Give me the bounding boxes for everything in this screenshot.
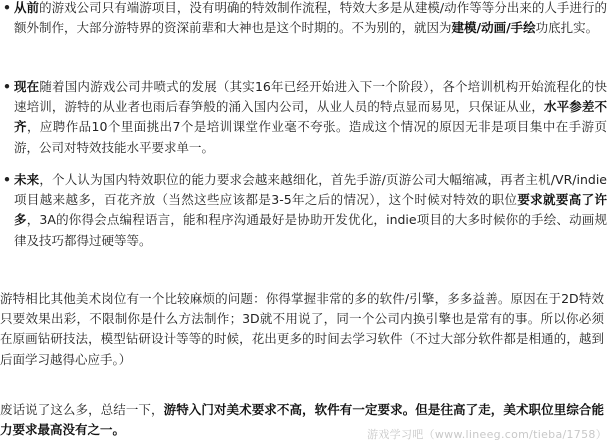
- list-item-text: [14, 77, 607, 158]
- emphasis-text: 游特入门对美术要求不高，软件有一定要求。但是往高了走，美术职位里综合能力要求最高没有之一。: [0, 402, 604, 438]
- emphasis-text: 未来: [14, 172, 40, 187]
- list-item-text: [14, 170, 607, 251]
- body-text: 废话说了这么多，总结一下，: [0, 402, 164, 417]
- paragraph-software: 游特相比其他美术岗位有一个比较麻烦的问题：你得掌握非常的多的软件/引擎，多多益善。原因在于2D特效只要效果出彩，不限制你是什么方法制作；3D就不用说了，同一个公司内换引擎也是常有的事。所以你必须在原画钻研技法，模型钻研设计等等的时候，花出更多的时间去学习软件（不过大部分软件都是相通的，越到后面学习越得心应手。）: [0, 291, 604, 367]
- body-text: 随着国内游戏公司井喷式的发展（其实16年已经开始进入下一个阶段），各个培训机构开始流程化的快速培训，游特的从业者也雨后春笋般的涌入国内公司，从业人员的特点显而易见，只保证从业，: [14, 79, 607, 115]
- watermark: 游戏学习吧（www.lineeg.com/tieba/1758）: [367, 428, 607, 441]
- emphasis-text: 水平参差不齐: [14, 99, 607, 135]
- bullet-dot: •: [3, 79, 11, 94]
- body-text: 的游戏公司只有端游项目，没有明确的特效制作流程，特效大多是从建模/动作等等分出来的人手进行的额外制作，大部分游特界的资深前辈和大神也是这个时期的。不为别的，就因为: [14, 0, 607, 36]
- emphasis-text: 现在: [14, 79, 40, 94]
- list-item-future: [0, 170, 607, 251]
- emphasis-text: 要求就要高了许多: [14, 192, 607, 228]
- bullet-dot: •: [3, 0, 11, 15]
- list-item-past: [0, 0, 607, 38]
- body-text: ，应聘作品10个里面挑出7个是培训课堂作业毫不夸张。造成这个情况的原因无非是项目集中在手游页游，公司对特效技能水平要求单一。: [14, 119, 607, 155]
- list-item-text: [14, 0, 607, 38]
- body-text: ，个人认为国内特效职位的能力要求会越来越细化，首先手游/页游公司大幅缩减，再者主机/VR/indie项目越来越多，百花齐放（当然这些应该都是3-5年之后的情况），这个时候对特效的职位: [14, 172, 607, 208]
- emphasis-text: 建模/动画/手绘: [451, 20, 536, 36]
- bullet-dot: •: [3, 172, 11, 187]
- body-text: 功底扎实。: [535, 20, 599, 36]
- body-text: ，3A的你得会点编程语言，能和程序沟通最好是协助开发优化，indie项目的大多时候你的手绘、动画规律及技巧都得过硬等等。: [14, 212, 607, 248]
- list-item-present: [0, 77, 607, 158]
- emphasis-text: 从前: [14, 0, 40, 15]
